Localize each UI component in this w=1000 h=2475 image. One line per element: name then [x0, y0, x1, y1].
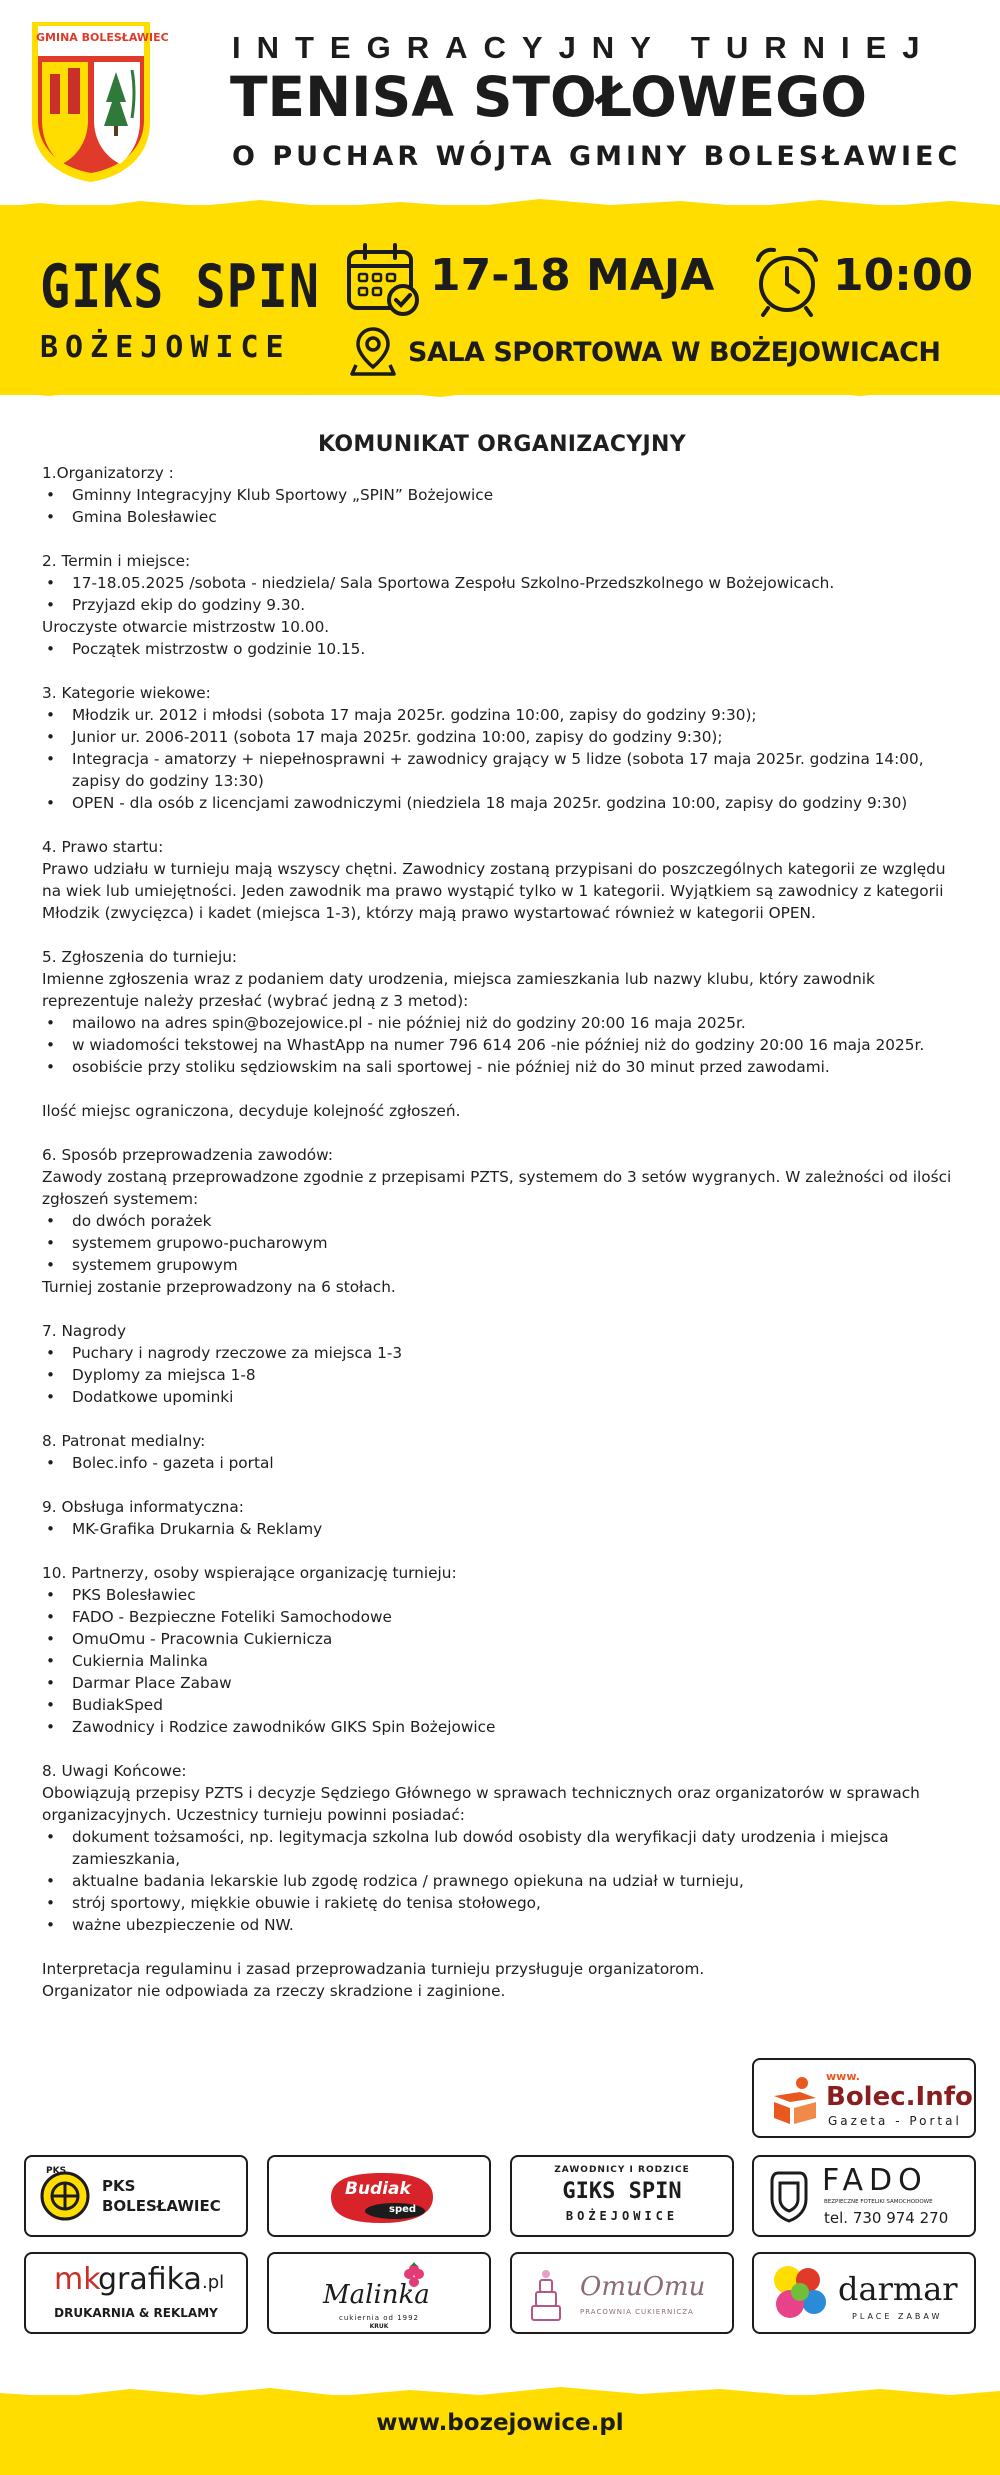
announcement-body — [42, 430, 962, 2024]
section-3 — [42, 682, 962, 814]
bullet-item: • BudiakSped — [42, 1694, 962, 1716]
section-11 — [42, 1760, 962, 1936]
section-title: 4. Prawo startu: — [42, 838, 164, 856]
section-title: 1.Organizatorzy : — [42, 464, 174, 482]
sponsor-mkgrafika — [24, 2252, 248, 2334]
bullet-item: • w wiadomości tekstowej na WhastApp na numer 796 614 206 -nie później niż do godziny 20:00 16 maja 2025r. — [42, 1034, 962, 1056]
paragraph-line: Prawo udziału w turnieju mają wszyscy chętni. Zawodnicy zostaną przypisani do poszczególnych kategorii ze względu na wiek lub umiejętności. Jeden zawodnik ma prawo wystąpić tylko w 1 kategorii. Wyjątkiem są zawodnicy z kategorii Młodzik (zwycięzca) i kadet (miejsca 1-3), którzy mają prawo wystartować również w kategorii OPEN. — [42, 860, 946, 922]
bullet-item: • FADO - Bezpieczne Foteliki Samochodowe — [42, 1606, 962, 1628]
title-line-2: TENISA STOŁOWEGO — [230, 65, 868, 129]
band-torn-edge-top — [0, 195, 1000, 215]
bullet-item: • OmuOmu - Pracownia Cukiernicza — [42, 1628, 962, 1650]
section-6 — [42, 1144, 962, 1298]
sponsor-budiak — [267, 2155, 491, 2237]
bolec-tagline: Gazeta - Portal — [828, 2114, 962, 2128]
paragraph-line: Ilość miejsc ograniczona, decyduje kolejność zgłoszeń. — [42, 1102, 461, 1120]
footer-website-link[interactable]: www.bozejowice.pl — [376, 2410, 624, 2436]
paragraph-line: Imienne zgłoszenia wraz z podaniem daty urodzenia, miejsca zamieszkania lub nazwy klubu, który zawodnik reprezentuje należy przesłać (wybrać jedną z 3 metod): — [42, 970, 875, 1010]
section-title: 6. Sposób przeprowadzenia zawodów: — [42, 1146, 333, 1164]
sponsor-giks-parents — [510, 2155, 734, 2237]
omuomu-name: OmuOmu — [580, 2272, 706, 2302]
section-title: 5. Zgłoszenia do turnieju: — [42, 948, 238, 966]
sponsor-fado — [752, 2155, 976, 2237]
budiak-sub: sped — [389, 2204, 417, 2215]
bullet-item: • Przyjazd ekip do godziny 9.30. — [42, 594, 962, 616]
event-date: 17-18 MAJA — [430, 250, 715, 301]
bullet-item: • strój sportowy, miękkie obuwie i rakietę do tenisa stołowego, — [42, 1892, 962, 1914]
section-5 — [42, 946, 962, 1122]
bullet-item: • Junior ur. 2006-2011 (sobota 17 maja 2025r. godzina 10:00, zapisy do godziny 9:30); — [42, 726, 962, 748]
mkgrafika-mk: mk — [54, 2262, 101, 2297]
bolec-logo-icon — [772, 2074, 818, 2126]
bolec-name: Bolec.Info — [826, 2082, 973, 2112]
bullet-item: • Gminny Integracyjny Klub Sportowy „SPIN” Bożejowice — [42, 484, 962, 506]
giks-bot: BOŻEJOWICE — [565, 2209, 679, 2223]
giks-top: ZAWODNICY I RODZICE — [554, 2165, 690, 2175]
bullet-item: • Darmar Place Zabaw — [42, 1672, 962, 1694]
club-name: GIKS SPIN — [40, 252, 320, 322]
mkgrafika-tld: .pl — [202, 2272, 225, 2293]
pks-line2: BOLESŁAWIEC — [102, 2197, 221, 2215]
budiak-name: Budiak — [345, 2179, 411, 2199]
alarm-clock-icon — [752, 244, 822, 318]
bullet-item: • mailowo na adres spin@bozejowice.pl - nie później niż do godziny 20:00 16 maja 2025r. — [42, 1012, 962, 1034]
bullet-item: • MK-Grafika Drukarnia & Reklamy — [42, 1518, 962, 1540]
malinka-name: Malinka — [323, 2280, 430, 2310]
bullet-item: • Puchary i nagrody rzeczowe za miejsca 1-3 — [42, 1342, 962, 1364]
club-location: BOŻEJOWICE — [40, 330, 291, 365]
paragraph-line: Turniej zostanie przeprowadzony na 6 stołach. — [42, 1278, 396, 1296]
fado-phone: tel. 730 974 270 — [824, 2209, 949, 2227]
section-title: 2. Termin i miejsce: — [42, 552, 191, 570]
bullet-item: • aktualne badania lekarskie lub zgodę rodzica / prawnego opiekuna na udział w turnieju, — [42, 1870, 962, 1892]
section-1 — [42, 462, 962, 528]
bullet-item: • dokument tożsamości, np. legitymacja szkolna lub dowód osobisty dla weryfikacji daty urodzenia i miejsca zamieszkania, — [42, 1826, 962, 1870]
bullet-item: • Zawodnicy i Rodzice zawodników GIKS Spin Bożejowice — [42, 1716, 962, 1738]
sections-container — [42, 462, 962, 2002]
pks-badge: PKS — [46, 2166, 67, 2176]
section-8 — [42, 1430, 962, 1474]
paragraph-line: Zawody zostaną przeprowadzone zgodnie z przepisami PZTS, systemem do 3 setów wygranych. W zależności od ilości zgłoszeń systemem: — [42, 1168, 952, 1208]
event-venue: SALA SPORTOWA W BOŻEJOWICACH — [408, 337, 941, 368]
section-4 — [42, 836, 962, 924]
crest-label: GMINA BOLESŁAWIEC — [36, 31, 169, 44]
sponsor-omuomu — [510, 2252, 734, 2334]
bullet-item: • Cukiernia Malinka — [42, 1650, 962, 1672]
bullet-item: • PKS Bolesławiec — [42, 1584, 962, 1606]
section-10 — [42, 1562, 962, 1738]
paragraph-line: Organizator nie odpowiada za rzeczy skradzione i zaginione. — [42, 1982, 506, 2000]
bullet-item: • Początek mistrzostw o godzinie 10.15. — [42, 638, 962, 660]
cake-icon — [526, 2262, 566, 2326]
spacer — [42, 1078, 962, 1100]
bullet-item: • OPEN - dla osób z licencjami zawodniczymi (niedziela 18 maja 2025r. godzina 10:00, zapisy do godziny 9:30) — [42, 792, 962, 814]
pks-line1: PKS — [102, 2177, 136, 2195]
darmar-sub: PLACE ZABAW — [852, 2312, 943, 2321]
bullet-item: • Dyplomy za miejsca 1-8 — [42, 1364, 962, 1386]
title-line-1: INTEGRACYJNY TURNIEJ — [232, 30, 936, 65]
fado-name: FADO — [822, 2163, 928, 2198]
paragraph-line: Interpretacja regulaminu i zasad przeprowadzania turnieju przysługuje organizatorom. — [42, 1960, 705, 1978]
bullet-item: • Bolec.info - gazeta i portal — [42, 1452, 962, 1474]
bullet-item: • osobiście przy stoliku sędziowskim na sali sportowej - nie później niż do 30 minut przed zawodami. — [42, 1056, 962, 1078]
bullet-item: • ważne ubezpieczenie od NW. — [42, 1914, 962, 1936]
sponsor-bolec-info — [752, 2058, 976, 2138]
sponsor-darmar — [752, 2252, 976, 2334]
calendar-icon — [345, 242, 421, 316]
malinka-sub: cukiernia od 1992 — [338, 2314, 419, 2322]
section-title: 7. Nagrody — [42, 1322, 127, 1340]
section-9 — [42, 1496, 962, 1540]
darmar-balls-icon — [768, 2262, 830, 2324]
section-title: 10. Partnerzy, osoby wspierające organizację turnieju: — [42, 1564, 457, 1582]
section-title: 3. Kategorie wiekowe: — [42, 684, 211, 702]
section-title: 9. Obsługa informatyczna: — [42, 1498, 244, 1516]
darmar-name: darmar — [838, 2270, 958, 2308]
bullet-item: • do dwóch porażek — [42, 1210, 962, 1232]
sponsor-pks — [24, 2155, 248, 2237]
car-seat-icon — [768, 2169, 810, 2225]
omuomu-sub: PRACOWNIA CUKIERNICZA — [580, 2308, 694, 2316]
bolec-www: www. — [826, 2070, 860, 2083]
paragraph-line: Uroczyste otwarcie mistrzostw 10.00. — [42, 618, 330, 636]
section-title: 8. Patronat medialny: — [42, 1432, 206, 1450]
sponsor-malinka — [267, 2252, 491, 2334]
header — [0, 0, 1000, 205]
title-line-3: O PUCHAR WÓJTA GMINY BOLESŁAWIEC — [232, 141, 962, 172]
bullet-item: • Integracja - amatorzy + niepełnosprawni + zawodnicy grający w 5 lidze (sobota 17 maja 2025r. godzina 14:00, zapisy do godziny 13:30) — [42, 748, 962, 792]
malinka-loc: KRUK — [369, 2323, 389, 2330]
mkgrafika-sub: DRUKARNIA & REKLAMY — [54, 2306, 218, 2320]
pks-wheel-icon — [40, 2171, 90, 2221]
fado-sub: BEZPIECZNE FOTELIKI SAMOCHODOWE — [824, 2199, 933, 2205]
section-2 — [42, 550, 962, 660]
bullet-item: • systemem grupowym — [42, 1254, 962, 1276]
paragraph-line: Obowiązują przepisy PZTS i decyzje Sędziego Głównego w sprawach technicznych oraz organizatorów w sprawach organizacyjnych. Uczestnicy turnieju powinni posiadać: — [42, 1784, 920, 1824]
bullet-item: • Gmina Bolesławiec — [42, 506, 962, 528]
event-time: 10:00 — [833, 250, 974, 301]
bullet-item: • Młodzik ur. 2012 i młodsi (sobota 17 maja 2025r. godzina 10:00, zapisy do godziny 9:30); — [42, 704, 962, 726]
location-pin-icon — [350, 325, 396, 377]
mkgrafika-name: grafika — [98, 2262, 202, 2297]
bullet-item: • 17-18.05.2025 /sobota - niedziela/ Sala Sportowa Zespołu Szkolno-Przedszkolnego w Bożejowicach. — [42, 572, 962, 594]
giks-mid: GIKS SPIN — [562, 2179, 682, 2204]
band-torn-edge-bottom — [0, 380, 1000, 402]
bullet-item: • systemem grupowo-pucharowym — [42, 1232, 962, 1254]
bullet-item: • Dodatkowe upominki — [42, 1386, 962, 1408]
document-heading: KOMUNIKAT ORGANIZACYJNY — [318, 432, 686, 457]
section-7 — [42, 1320, 962, 1408]
gmina-crest-logo — [28, 22, 154, 182]
section-title: 8. Uwagi Końcowe: — [42, 1762, 187, 1780]
section-12 — [42, 1958, 962, 2002]
